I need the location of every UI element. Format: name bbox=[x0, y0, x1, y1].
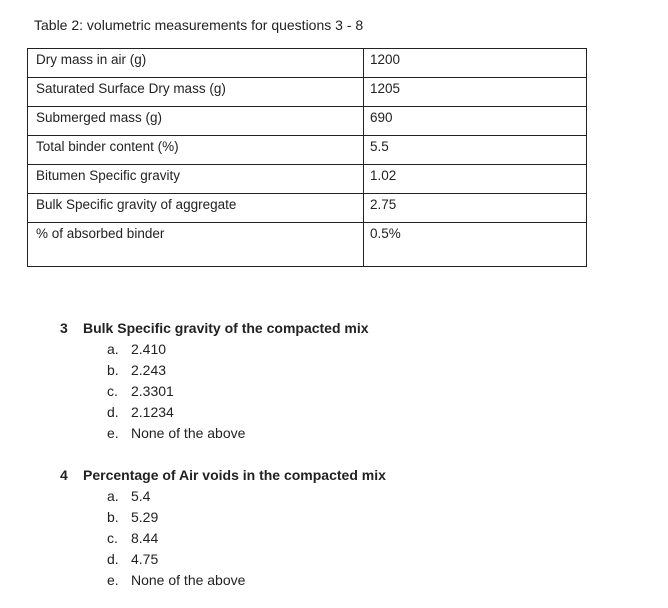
question-text: Bulk Specific gravity of the compacted mix bbox=[83, 320, 369, 336]
option-letter: e. bbox=[107, 572, 119, 588]
question-number: 3 bbox=[60, 320, 68, 336]
options-list bbox=[107, 341, 245, 446]
option-text: 5.4 bbox=[131, 488, 151, 504]
option-text: 8.44 bbox=[131, 530, 159, 546]
table-caption: Table 2: volumetric measurements for questions 3 - 8 bbox=[34, 17, 364, 33]
question-text: Percentage of Air voids in the compacted mix bbox=[83, 467, 386, 483]
option-text: None of the above bbox=[131, 572, 246, 588]
option bbox=[107, 530, 245, 551]
option-text: 4.75 bbox=[131, 551, 159, 567]
option bbox=[107, 404, 245, 425]
table-row bbox=[28, 194, 587, 223]
row-label: Bitumen Specific gravity bbox=[28, 165, 364, 194]
option-letter: b. bbox=[107, 362, 119, 378]
option bbox=[107, 488, 245, 509]
option bbox=[107, 362, 245, 383]
row-value: 5.5 bbox=[364, 136, 587, 165]
option-text: 2.1234 bbox=[131, 404, 174, 420]
option-text: 2.3301 bbox=[131, 383, 174, 399]
row-label: Dry mass in air (g) bbox=[28, 49, 364, 78]
option-text: 2.410 bbox=[131, 341, 167, 357]
option-text: None of the above bbox=[131, 425, 246, 441]
option bbox=[107, 572, 245, 593]
table-row bbox=[28, 78, 587, 107]
row-value: 1.02 bbox=[364, 165, 587, 194]
table-row bbox=[28, 107, 587, 136]
row-label: Saturated Surface Dry mass (g) bbox=[28, 78, 364, 107]
row-value: 1205 bbox=[364, 78, 587, 107]
options-list bbox=[107, 488, 245, 593]
option-text: 5.29 bbox=[131, 509, 159, 525]
option-letter: c. bbox=[107, 530, 118, 546]
row-label: % of absorbed binder bbox=[28, 223, 364, 267]
row-label: Total binder content (%) bbox=[28, 136, 364, 165]
option-letter: d. bbox=[107, 551, 119, 567]
option bbox=[107, 509, 245, 530]
row-label: Submerged mass (g) bbox=[28, 107, 364, 136]
option-letter: d. bbox=[107, 404, 119, 420]
row-value: 2.75 bbox=[364, 194, 587, 223]
table-row bbox=[28, 223, 587, 267]
question-4 bbox=[60, 467, 386, 483]
option bbox=[107, 341, 245, 362]
option-text: 2.243 bbox=[131, 362, 167, 378]
measurements-table bbox=[27, 48, 587, 267]
table-row bbox=[28, 136, 587, 165]
option-letter: a. bbox=[107, 488, 119, 504]
option-letter: c. bbox=[107, 383, 118, 399]
question-number: 4 bbox=[60, 467, 68, 483]
row-label: Bulk Specific gravity of aggregate bbox=[28, 194, 364, 223]
option bbox=[107, 551, 245, 572]
question-3 bbox=[60, 320, 369, 336]
option-letter: a. bbox=[107, 341, 119, 357]
option-letter: e. bbox=[107, 425, 119, 441]
option-letter: b. bbox=[107, 509, 119, 525]
option bbox=[107, 425, 245, 446]
table-row bbox=[28, 49, 587, 78]
row-value: 1200 bbox=[364, 49, 587, 78]
row-value: 0.5% bbox=[364, 223, 587, 267]
row-value: 690 bbox=[364, 107, 587, 136]
table-row bbox=[28, 165, 587, 194]
option bbox=[107, 383, 245, 404]
